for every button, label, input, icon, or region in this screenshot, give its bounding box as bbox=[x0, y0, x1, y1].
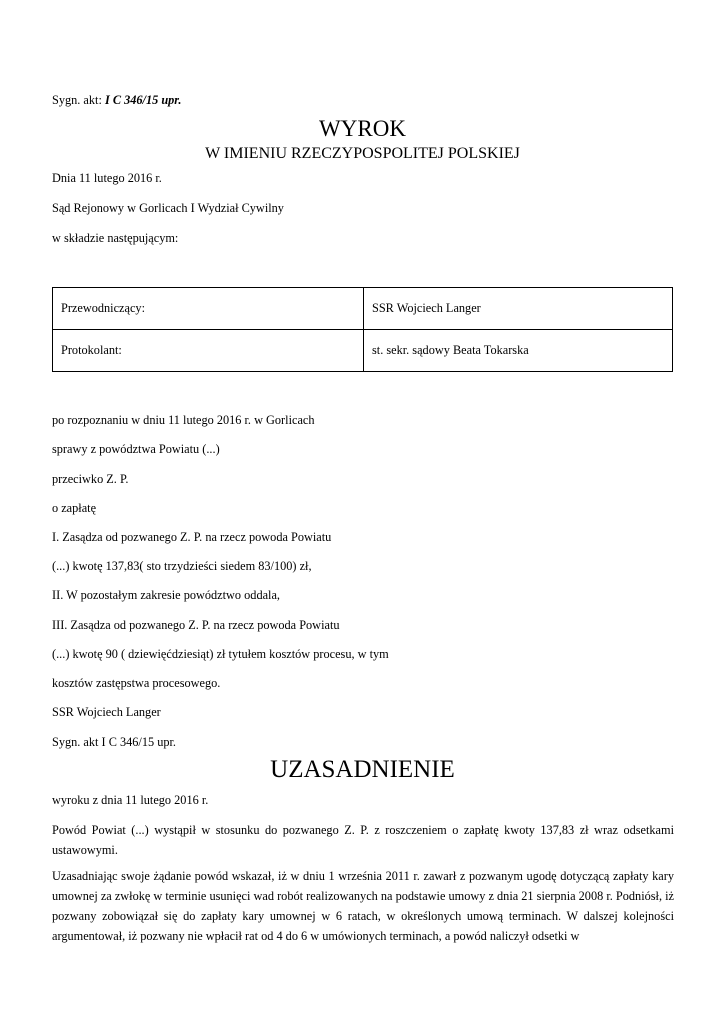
justification-subheading: wyroku z dnia 11 lutego 2016 r. bbox=[52, 793, 209, 807]
composition-label: w składzie następującym: bbox=[52, 231, 179, 245]
justification-title: UZASADNIENIE bbox=[270, 756, 455, 783]
verdict-point: II. W pozostałym zakresie powództwo oddala, bbox=[52, 588, 280, 602]
verdict-line: przeciwko Z. P. bbox=[52, 472, 129, 486]
verdict-point: I. Zasądza od pozwanego Z. P. na rzecz powoda Powiatu bbox=[52, 530, 332, 544]
verdict-line: (...) kwotę 137,83( sto trzydzieści siedem 83/100) zł, bbox=[52, 559, 312, 573]
case-signature-number: I C 346/15 upr. bbox=[104, 93, 182, 107]
verdict-point: III. Zasądza od pozwanego Z. P. na rzecz powoda Powiatu bbox=[52, 618, 340, 632]
verdict-line: (...) kwotę 90 ( dziewięćdziesiąt) zł tytułem kosztów procesu, w tym bbox=[52, 647, 389, 661]
composition-table bbox=[52, 287, 673, 372]
verdict-date: Dnia 11 lutego 2016 r. bbox=[52, 171, 162, 185]
case-signature-prefix: Sygn. akt: bbox=[52, 93, 105, 107]
verdict-line: sprawy z powództwa Powiatu (...) bbox=[52, 442, 220, 456]
person-cell: st. sekr. sądowy Beata Tokarska bbox=[364, 330, 673, 372]
role-cell: Protokolant: bbox=[53, 330, 364, 372]
verdict-title: WYROK bbox=[319, 116, 406, 141]
verdict-line: kosztów zastępstwa procesowego. bbox=[52, 676, 221, 690]
judge-signature: SSR Wojciech Langer bbox=[52, 705, 161, 719]
role-cell: Przewodniczący: bbox=[53, 288, 364, 330]
verdict-subtitle: W IMIENIU RZECZYPOSPOLITEJ POLSKIEJ bbox=[205, 145, 520, 162]
case-signature bbox=[52, 94, 182, 106]
justification-paragraph: Uzasadniając swoje żądanie powód wskazał, iż w dniu 1 września 2011 r. zawarł z pozwanym ugodę dotyczącą zapłaty kary umownej za zwłokę w terminie usunięci wad robót realizowanych na podstawie umowy z dnia 21 sierpnia 2008 r. Podniósł, iż pozwany zobowiązał się do zapłaty kary umownej w 6 ratach, w określonych umową terminach. W dalszej kolejności argumentował, iż pozwany nie wpłacił rat od 4 do 6 w umówionych terminach, a powód naliczył odsetki w bbox=[52, 869, 674, 943]
person-cell: SSR Wojciech Langer bbox=[364, 288, 673, 330]
justification-paragraph: Powód Powiat (...) wystąpił w stosunku do pozwanego Z. P. z roszczeniem o zapłatę kwoty 137,83 zł wraz odsetkami ustawowymi. bbox=[52, 823, 674, 857]
case-signature-footer: Sygn. akt I C 346/15 upr. bbox=[52, 735, 176, 749]
verdict-line: o zapłatę bbox=[52, 501, 97, 515]
table-row bbox=[53, 288, 673, 330]
table-row bbox=[53, 330, 673, 372]
court-name: Sąd Rejonowy w Gorlicach I Wydział Cywilny bbox=[52, 201, 284, 215]
verdict-line: po rozpoznaniu w dniu 11 lutego 2016 r. w Gorlicach bbox=[52, 413, 315, 427]
